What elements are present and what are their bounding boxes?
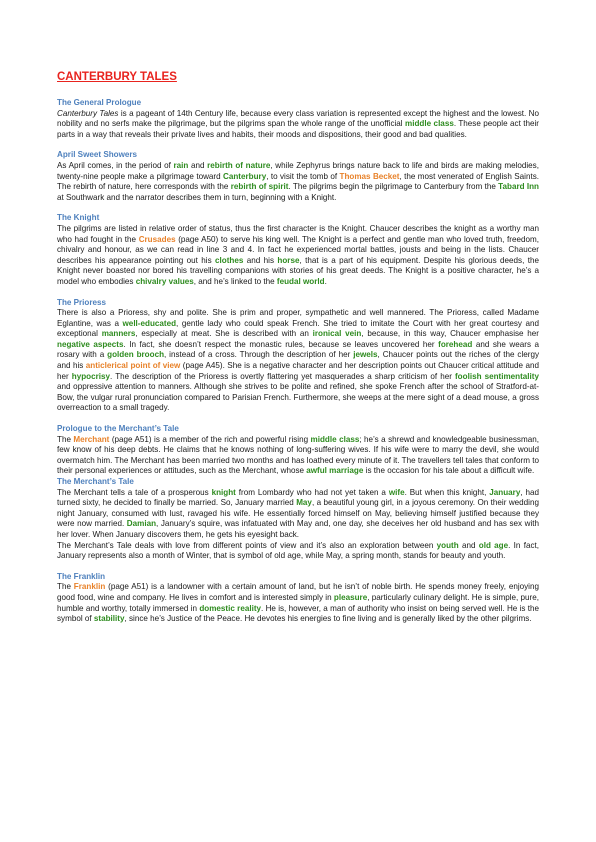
- text-run: , the most venerated of English Saints. The rebirth of nature, here corresponds with the: [57, 171, 539, 192]
- text-run: The Merchant’s Tale deals with love from different points of view and it’s also an exploration between: [57, 540, 437, 550]
- keyword-highlight: Tabard Inn: [498, 182, 539, 192]
- keyword-highlight: knight: [211, 487, 236, 497]
- section: [57, 424, 539, 477]
- reference-highlight: anticlerical point of view: [85, 361, 181, 371]
- keyword-highlight: May: [296, 498, 312, 508]
- keyword-highlight: January: [489, 487, 521, 497]
- text-run: . In fact, January represents also a month of Winter, that is symbol of old age, while May, a spring month, stands for beauty and youth.: [57, 540, 539, 561]
- text-run: , January’s squire, was infatuated with May and, one day, she deceives her old husband and has sex with her lover. When January discovers them, he gets his eyesight back.: [57, 519, 540, 539]
- keyword-highlight: foolish sentimentality: [454, 371, 540, 381]
- keyword-highlight: feudal world: [276, 276, 325, 286]
- text-run: and: [188, 160, 208, 170]
- keyword-highlight: pleasure: [333, 592, 368, 602]
- reference-highlight: Merchant: [73, 434, 110, 444]
- keyword-highlight: well-educated: [122, 318, 177, 328]
- section: [57, 572, 539, 625]
- keyword-highlight: middle class: [310, 434, 360, 444]
- text-run: (page A51) is a landowner with a certain amount of land, but he isn’t of noble birth. He spends money freely, enjoying good food, wine and company. He lives in comfort and is interested simply in: [57, 582, 539, 602]
- sections-container: [57, 98, 539, 625]
- section: [57, 213, 539, 287]
- section-paragraph: [57, 161, 539, 203]
- text-run: is the occasion for his tale about a difficult wife.: [363, 466, 535, 476]
- keyword-highlight: Damian: [126, 519, 157, 529]
- section: [57, 298, 539, 415]
- text-run: . He is, however, a man of authority who insist on being served well. He is the symbol of: [57, 603, 539, 624]
- text-run: and oppressive attention to manners. Although she strives to be polite and refined, she spoke French after the school of Stratford-at-Bow, the vulgar rural pronunciation compared to Parisian French. Furthermore, she weeps at the mere sight of a dead mouse, a gross overreaction to a small tragedy.: [57, 382, 539, 413]
- keyword-highlight: manners: [101, 329, 136, 339]
- keyword-highlight: chivalry values: [135, 276, 194, 286]
- keyword-highlight: domestic reality: [199, 603, 262, 613]
- text-run: . The pilgrims begin the pilgrimage to Canterbury from the: [288, 182, 499, 192]
- section-heading: The Knight: [57, 213, 100, 223]
- section-paragraph: [57, 308, 539, 414]
- section-heading: The Merchant’s Tale: [57, 477, 134, 486]
- text-run: . In fact, she doesn’t respect the monastic rules, because se leaves uncovered her: [123, 339, 439, 349]
- section: [57, 150, 539, 203]
- italic-text: Canterbury Tales: [57, 108, 119, 118]
- section-paragraph: [57, 224, 539, 288]
- text-run: , particularly culinary delight. He is simple, pure, humble and worthy, totally immersed in: [57, 592, 540, 613]
- text-run: ; he’s a shrewd and knowledgeable businessman, few know of his deep debts. He claims that he knows nothing of long-suffering wives. If his wife were to marry the devil, she would overmatch him. The Merchant has been married two months and has loathed every minute of it. The travellers tell tales that conform to their personal experiences or attitudes, such as the Merchant, whose: [57, 434, 539, 476]
- text-run: and: [458, 540, 479, 550]
- section: [57, 477, 539, 562]
- text-run: from Lombardy who had not yet taken a: [235, 487, 389, 497]
- keyword-highlight: hypocrisy: [71, 371, 111, 381]
- keyword-highlight: rebirth of nature: [207, 160, 271, 170]
- text-run: There is also a Prioress, shy and polite. She is prim and proper, sympathetic and well mannered. The Prioress, called Madame Eglantine, was a: [57, 308, 539, 328]
- keyword-highlight: rain: [173, 160, 189, 170]
- keyword-highlight: jewels: [353, 350, 378, 360]
- text-run: , because, in this way, Chaucer emphasise her: [361, 329, 539, 339]
- text-run: , a beautiful young girl, in a joyous ceremony. On their wedding night January, consumed with lust, ravaged his wife. He essentially forced himself on May, believing himself justified because they were now married.: [57, 498, 539, 529]
- keyword-highlight: horse: [277, 255, 300, 265]
- text-run: , to visit the tomb of: [266, 171, 340, 181]
- section-paragraph: [57, 541, 539, 562]
- section-heading: The Prioress: [57, 297, 107, 307]
- text-run: The: [57, 434, 74, 444]
- section-heading: Prologue to the Merchant’s Tale: [57, 424, 179, 434]
- keyword-highlight: awful marriage: [306, 466, 364, 476]
- document-title: CANTERBURY TALES: [57, 71, 177, 83]
- keyword-highlight: rebirth of spirit: [230, 182, 289, 192]
- keyword-highlight: forehead: [438, 339, 473, 349]
- keyword-highlight: stability: [93, 614, 125, 624]
- text-run: , that is a part of his equipment. Despite his glorious deeds, the Knight never boasted nor bored his travelling companions with stories of his great deeds. The Knight is a positive character, he’s a model who embodies: [57, 255, 539, 286]
- text-run: , Chaucer points out the riches of the clergy and his: [57, 350, 539, 371]
- section-heading: April Sweet Showers: [57, 150, 138, 160]
- text-run: The Merchant tells a tale of a prosperous: [57, 487, 212, 497]
- text-run: (page A51) is a member of the rich and powerful rising: [109, 434, 311, 444]
- text-run: , instead of a cross. Through the description of her: [164, 350, 354, 360]
- reference-highlight: Franklin: [73, 582, 106, 592]
- text-run: . The description of the Prioress is overtly flattering yet masquerades a sharp criticism of her: [110, 371, 455, 381]
- text-run: , especially at meat. She is described with an: [135, 329, 313, 339]
- section: [57, 98, 539, 140]
- text-run: . But when this knight,: [404, 487, 490, 497]
- text-run: , gentle lady who could speak French. She tried to imitate the Court with her great courtesy and exceptional: [57, 318, 539, 339]
- text-run: and his: [243, 255, 278, 265]
- keyword-highlight: Canterbury: [223, 171, 267, 181]
- keyword-highlight: youth: [436, 540, 459, 550]
- text-run: , had turned sixty, he decided to finally be married. So, January married: [57, 487, 539, 508]
- text-run: As April comes, in the period of: [57, 160, 174, 170]
- text-run: is a pageant of 14th Century life, because every class variation is represented except the highest and the lowest. No nobility and no serfs make the pilgrimage, but the pilgrims span the whole range of the unofficial: [57, 108, 539, 129]
- keyword-highlight: old age: [478, 540, 509, 550]
- text-run: The: [57, 582, 74, 592]
- text-run: , and he’s linked to the: [193, 276, 277, 286]
- text-run: , while Zephyrus brings nature back to life and birds are making melodies, twenty-nine people make a pilgrimage toward: [57, 160, 539, 181]
- section-heading: The General Prologue: [57, 98, 142, 107]
- keyword-highlight: golden brooch: [107, 350, 165, 360]
- keyword-highlight: clothes: [215, 255, 244, 265]
- section-paragraph: [57, 582, 539, 624]
- keyword-highlight: negative aspects: [57, 339, 124, 349]
- text-run: (page A45). She is a negative character and her description points out Chaucer critical attitude and her: [57, 361, 539, 381]
- text-run: .: [324, 276, 327, 286]
- keyword-highlight: ironical vein: [312, 329, 362, 339]
- text-run: and she wears a rosary with a: [57, 339, 540, 360]
- section-paragraph: [57, 488, 539, 541]
- text-run: (page A50) to serve his king well. The Knight is a perfect and gentle man who loved truth, freedom, chivalry and honour, as we can read in line 3 and 4. In fact he experienced mortal battles, jousts and being in the lists. Chaucer describes his appearance pointing out his: [57, 234, 539, 265]
- keyword-highlight: wife: [388, 487, 405, 497]
- reference-highlight: Crusades: [138, 234, 176, 244]
- section-paragraph: [57, 435, 539, 477]
- text-run: , since he’s Justice of the Peace. He devotes his energies to fine living and is generally liked by the other pilgrims.: [124, 614, 532, 624]
- keyword-highlight: middle class: [405, 119, 454, 129]
- reference-highlight: Thomas Becket: [339, 171, 400, 181]
- text-run: at Southwark and the narrator describes them in turn, beginning with a Knight.: [57, 192, 337, 202]
- section-paragraph: [57, 109, 539, 141]
- section-heading: The Franklin: [57, 571, 106, 581]
- text-run: . These people act their parts in a way that reveals their private lives and habits, their moods and dispositions, their good and bad qualities.: [57, 119, 539, 139]
- text-run: The pilgrims are listed in relative order of status, thus the first character is the Knight. Chaucer describes the knight as a worthy man who had fought in the: [57, 223, 539, 244]
